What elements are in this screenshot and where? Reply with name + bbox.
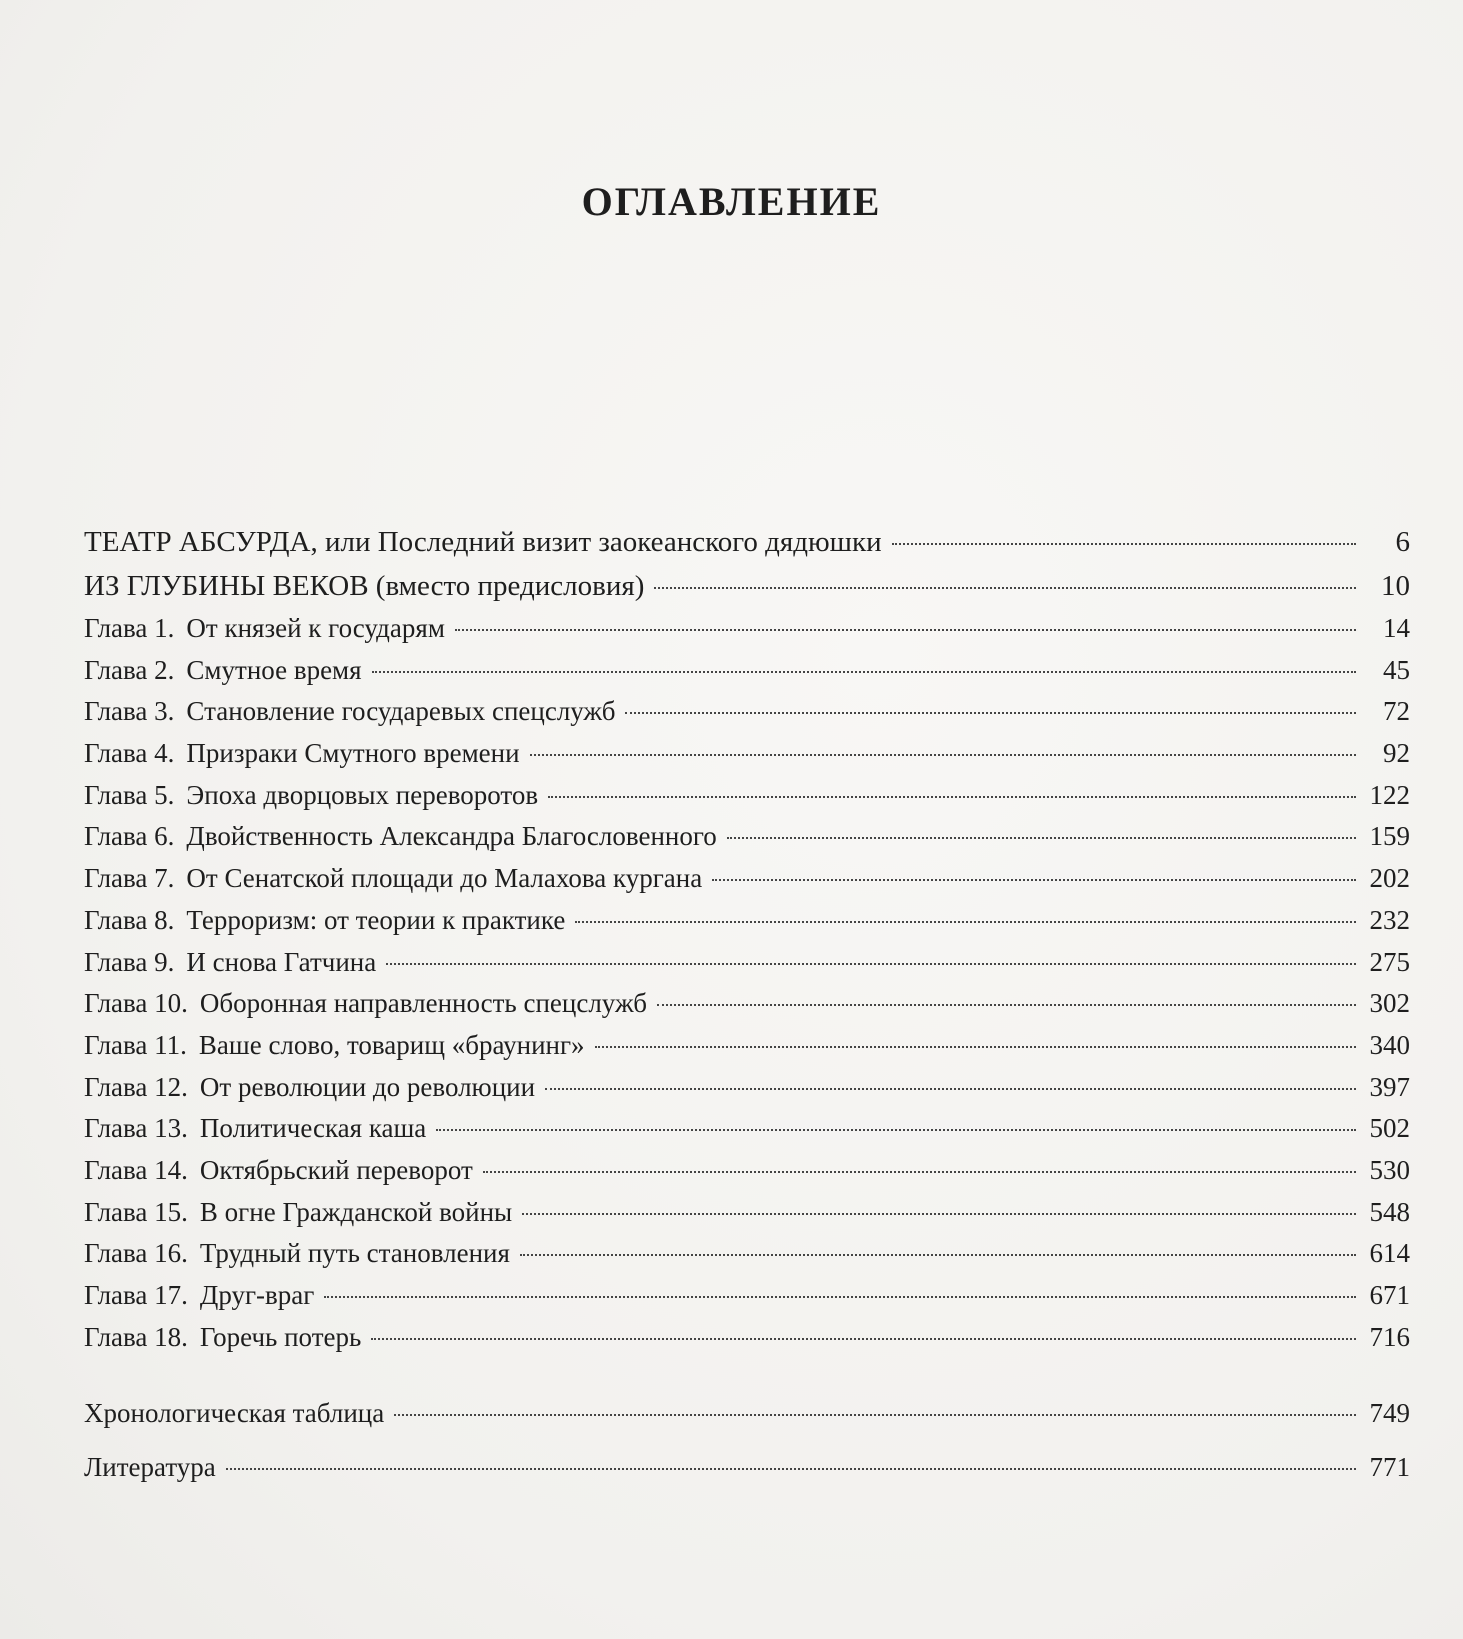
chapter-number: Глава 18. bbox=[84, 1321, 188, 1352]
toc-page-number: 716 bbox=[1369, 1321, 1410, 1352]
toc-entry-title bbox=[84, 1067, 535, 1109]
toc-page-number: 771 bbox=[1369, 1452, 1410, 1482]
toc-entry bbox=[84, 608, 1410, 650]
dot-leader bbox=[595, 1046, 1356, 1048]
dot-leader bbox=[436, 1129, 1356, 1131]
dot-leader bbox=[455, 629, 1356, 631]
chapter-title: Призраки Смутного времени bbox=[186, 738, 520, 769]
toc-entry bbox=[84, 1440, 1410, 1494]
toc-entry bbox=[84, 1067, 1410, 1109]
toc-entry bbox=[84, 1233, 1410, 1275]
toc-entry-title bbox=[84, 1275, 314, 1317]
dot-leader bbox=[625, 712, 1356, 714]
toc-entry-title bbox=[84, 1233, 510, 1275]
chapter-title: Друг-враг bbox=[199, 1280, 315, 1310]
toc-page-number: 614 bbox=[1369, 1238, 1410, 1269]
dot-leader bbox=[654, 587, 1356, 589]
toc-page-number: 397 bbox=[1369, 1071, 1410, 1102]
chapter-number: Глава 1. bbox=[84, 613, 175, 643]
toc-entry bbox=[84, 650, 1410, 692]
chapter-number: Глава 7. bbox=[84, 863, 175, 894]
toc-page-number: 10 bbox=[1381, 570, 1410, 602]
chapter-title: От революции до революции bbox=[199, 1071, 536, 1102]
toc-entry-title bbox=[84, 608, 445, 650]
toc-page-number: 530 bbox=[1369, 1154, 1410, 1185]
toc-page-number: 159 bbox=[1369, 821, 1410, 852]
chapter-number: Глава 5. bbox=[84, 779, 175, 810]
toc-entry-title bbox=[84, 1317, 361, 1359]
toc-entry-title bbox=[84, 1150, 473, 1192]
chapter-title: Оборонная направленность спецслужб bbox=[199, 988, 647, 1019]
chapter-number: Глава 14. bbox=[84, 1154, 188, 1185]
toc-entry bbox=[84, 1108, 1410, 1150]
toc-entry bbox=[84, 1386, 1410, 1440]
toc-page-number: 45 bbox=[1383, 654, 1410, 685]
toc-entry-title bbox=[84, 1192, 512, 1234]
toc-entry bbox=[84, 816, 1410, 858]
toc-entry-title: ИЗ ГЛУБИНЫ ВЕКОВ (вместо предисловия) bbox=[84, 570, 645, 602]
toc-entry-title bbox=[84, 983, 647, 1025]
toc-entry-title bbox=[84, 942, 376, 984]
table-of-contents bbox=[84, 520, 1410, 1358]
dot-leader bbox=[324, 1296, 1356, 1298]
toc-page-number: 14 bbox=[1383, 613, 1410, 643]
toc-entry-title bbox=[84, 775, 538, 817]
toc-entry bbox=[84, 564, 1410, 608]
page-title: ОГЛАВЛЕНИЕ bbox=[581, 179, 882, 224]
chapter-title: И снова Гатчина bbox=[186, 946, 377, 977]
toc-page-number: 548 bbox=[1369, 1196, 1410, 1227]
toc-page-number: 275 bbox=[1369, 946, 1410, 977]
toc-page-number: 502 bbox=[1369, 1113, 1410, 1144]
chapter-number: Глава 4. bbox=[84, 738, 175, 769]
toc-entry-title bbox=[84, 816, 717, 858]
toc-page-number: 232 bbox=[1369, 904, 1410, 935]
chapter-number: Глава 13. bbox=[84, 1113, 188, 1144]
toc-page-number: 202 bbox=[1369, 863, 1410, 894]
chapter-title: От Сенатской площади до Малахова кургана bbox=[186, 863, 703, 894]
chapter-title: Двойственность Александра Благословенного bbox=[186, 821, 717, 852]
chapter-title: Политическая каша bbox=[199, 1113, 427, 1144]
chapter-title: В огне Гражданской войны bbox=[199, 1196, 513, 1227]
toc-page-number: 749 bbox=[1369, 1398, 1410, 1428]
chapter-number: Глава 10. bbox=[84, 988, 188, 1019]
chapter-title: Ваше слово, товарищ «браунинг» bbox=[198, 1029, 585, 1060]
chapter-title: Смутное время bbox=[186, 654, 362, 685]
chapter-title: Терроризм: от теории к практике bbox=[186, 904, 566, 935]
toc-entry-title: ТЕАТР АБСУРДА, или Последний визит заокеанского дядюшки bbox=[84, 526, 882, 558]
toc-entry-title: Литература bbox=[84, 1452, 216, 1482]
chapter-title: Становление государевых спецслужб bbox=[186, 696, 616, 727]
chapter-number: Глава 11. bbox=[84, 1029, 187, 1060]
dot-leader bbox=[575, 921, 1356, 923]
chapter-number: Глава 2. bbox=[84, 654, 175, 685]
toc-page-number: 92 bbox=[1383, 738, 1410, 769]
dot-leader bbox=[522, 1213, 1356, 1215]
chapter-number: Глава 12. bbox=[84, 1071, 188, 1102]
chapter-number: Глава 6. bbox=[84, 821, 175, 852]
chapter-title: Октябрьский переворот bbox=[199, 1154, 473, 1185]
toc-entry bbox=[84, 858, 1410, 900]
chapter-title: Трудный путь становления bbox=[199, 1238, 510, 1269]
toc-entry bbox=[84, 691, 1410, 733]
toc-entry bbox=[84, 983, 1410, 1025]
dot-leader bbox=[520, 1254, 1356, 1256]
toc-entry-title bbox=[84, 650, 362, 692]
toc-entry bbox=[84, 1317, 1410, 1359]
dot-leader bbox=[226, 1468, 1356, 1470]
dot-leader bbox=[394, 1414, 1356, 1416]
dot-leader bbox=[712, 879, 1356, 881]
toc-entry-title bbox=[84, 900, 565, 942]
dot-leader bbox=[483, 1171, 1356, 1173]
toc-page-number: 72 bbox=[1383, 696, 1410, 727]
toc-entry-title: Хронологическая таблица bbox=[84, 1398, 385, 1428]
chapter-number: Глава 17. bbox=[84, 1280, 188, 1310]
dot-leader bbox=[530, 754, 1356, 756]
toc-page-number: 671 bbox=[1369, 1280, 1410, 1310]
toc-entry bbox=[84, 900, 1410, 942]
toc-entry bbox=[84, 1275, 1410, 1317]
dot-leader bbox=[545, 1088, 1356, 1090]
dot-leader bbox=[727, 837, 1356, 839]
toc-page-number: 122 bbox=[1369, 779, 1410, 810]
dot-leader bbox=[892, 543, 1356, 545]
toc-entry bbox=[84, 775, 1410, 817]
toc-entry bbox=[84, 733, 1410, 775]
dot-leader bbox=[386, 963, 1356, 965]
toc-entry-title bbox=[84, 1108, 426, 1150]
chapter-title: От князей к государям bbox=[186, 613, 445, 643]
chapter-number: Глава 15. bbox=[84, 1196, 188, 1227]
toc-entry-title bbox=[84, 733, 520, 775]
chapter-number: Глава 16. bbox=[84, 1238, 188, 1269]
toc-entry-title bbox=[84, 858, 702, 900]
toc-entry bbox=[84, 1025, 1410, 1067]
toc-page-number: 6 bbox=[1395, 526, 1410, 558]
dot-leader bbox=[371, 1338, 1356, 1340]
chapter-number: Глава 3. bbox=[84, 696, 175, 727]
dot-leader bbox=[372, 671, 1356, 673]
toc-entry bbox=[84, 520, 1410, 564]
toc-page-number: 340 bbox=[1369, 1029, 1410, 1060]
toc-entry-title bbox=[84, 691, 615, 733]
chapter-title: Эпоха дворцовых переворотов bbox=[186, 779, 539, 810]
chapter-number: Глава 8. bbox=[84, 904, 175, 935]
toc-entry-title bbox=[84, 1025, 585, 1067]
chapter-title: Горечь потерь bbox=[199, 1321, 362, 1352]
toc-appendix bbox=[84, 1386, 1410, 1494]
toc-entry bbox=[84, 1192, 1410, 1234]
toc-page-number: 302 bbox=[1369, 988, 1410, 1019]
dot-leader bbox=[548, 796, 1356, 798]
chapter-number: Глава 9. bbox=[84, 946, 175, 977]
toc-entry bbox=[84, 942, 1410, 984]
toc-entry bbox=[84, 1150, 1410, 1192]
dot-leader bbox=[657, 1004, 1356, 1006]
